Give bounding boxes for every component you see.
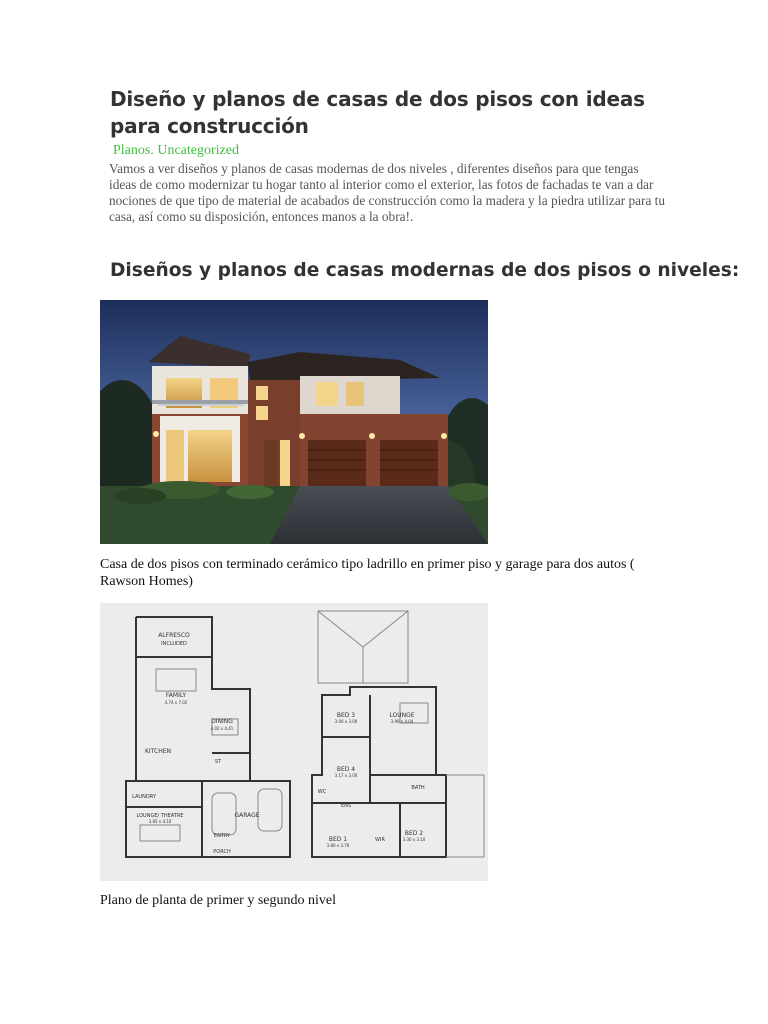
plan-label-dining: DINING (211, 718, 233, 725)
plan-label-bed4: BED 4 (336, 766, 356, 773)
plan-label-ens: ENS (340, 803, 352, 809)
plan-label-lounge-theatre: LOUNGE/ THEATRE (136, 813, 184, 819)
plan-label-alfresco-sub: INCLUDED (161, 641, 187, 647)
article-title: Diseño y planos de casas de dos pisos con ideas para construcción (110, 87, 645, 138)
category-links[interactable]: Planos. Uncategorized (113, 143, 239, 158)
plan-caption: Plano de planta de primer y segundo nivel (100, 893, 336, 908)
plan-label-bed2-dim: 3.30 x 3.10 (402, 837, 426, 842)
plan-label-bed4-dim: 3.17 x 3.00 (334, 773, 358, 778)
plan-label-kitchen: KITCHEN (145, 748, 171, 755)
plan-label-porch: PORCH (213, 849, 231, 855)
plan-label-wc: WC (317, 789, 327, 795)
photo-caption: Casa de dos pisos con terminado cerámico tipo ladrillo en primer piso y garage para dos autos ( Rawson Homes) (100, 557, 635, 589)
house-photo (100, 300, 488, 544)
plan-label-lounge: LOUNGE (389, 712, 415, 719)
plan-label-bed1: BED 1 (328, 836, 348, 843)
plan-label-garage: GARAGE (234, 812, 260, 819)
plan-label-bed2: BED 2 (404, 830, 424, 837)
plan-label-bed1-dim: 3.80 x 3.76 (326, 843, 350, 848)
section-heading: Diseños y planos de casas modernas de dos pisos o niveles: (110, 260, 740, 281)
plan-label-lounge-dim: 3.90 x 4.04 (390, 719, 414, 724)
plan-label-dining-dim: 4.02 x 4.41 (210, 726, 234, 731)
plan-label-family-dim: 4.74 x 7.02 (164, 700, 188, 705)
plan-label-alfresco: ALFRESCO (158, 632, 190, 639)
floor-plan-image (100, 603, 488, 881)
plan-label-bed3-dim: 3.00 x 3.00 (334, 719, 358, 724)
plan-label-wir: WIR (375, 837, 385, 843)
plan-label-entry: ENTRY (213, 833, 231, 839)
plan-label-bath: BATH (411, 785, 425, 791)
plan-label-lounge-theatre-dim: 3.85 x 4.10 (148, 819, 172, 824)
plan-label-laundry: LAUNDRY (132, 794, 156, 800)
plan-label-st: ST (214, 759, 222, 765)
plan-label-bed3: BED 3 (336, 712, 356, 719)
plan-label-family: FAMILY (165, 692, 187, 699)
intro-paragraph: Vamos a ver diseños y planos de casas modernas de dos niveles , diferentes diseños para que tengas ideas de como modernizar tu hogar tanto al interior como el exterior, las fotos de fachadas te van a dar nociones de que tipo de material de acabados de construcción como la madera y la piedra utilizar para tu casa, así como su disposición, entonces manos a la obra!. (109, 161, 666, 224)
